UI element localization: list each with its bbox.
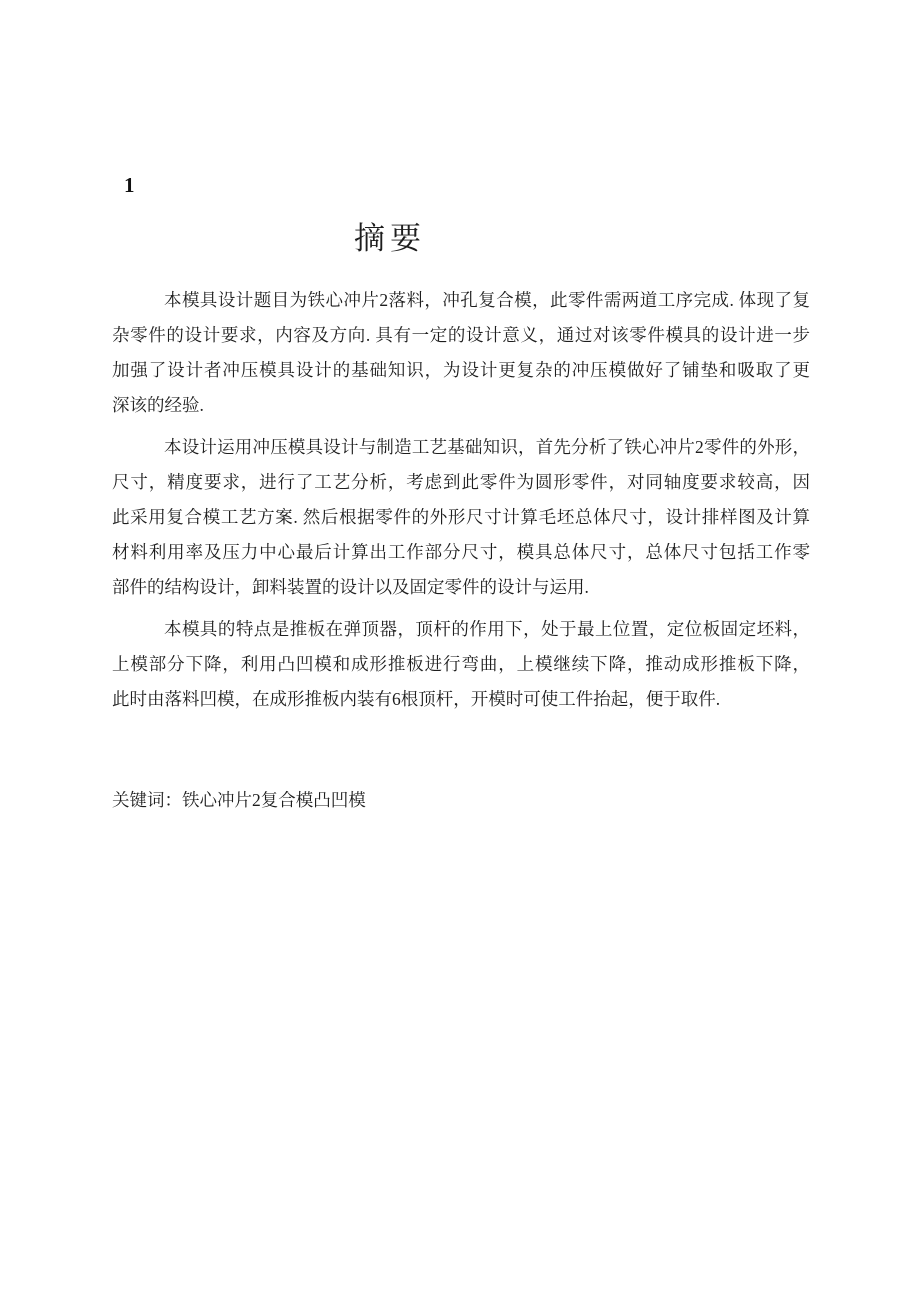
text-line: 尺寸，精度要求，进行了工艺分析，考虑到此零件为圆形零件，对同轴度要求较高，因 bbox=[112, 472, 810, 492]
text-line: 深该的经验. bbox=[112, 395, 204, 415]
text-line: 材料利用率及压力中心最后计算出工作部分尺寸，模具总体尺寸，总体尺寸包括工作零 bbox=[112, 542, 810, 562]
keywords-line: 关键词：铁心冲片2复合模凸凹模 bbox=[112, 790, 366, 810]
text-line: 加强了设计者冲压模具设计的基础知识，为设计更复杂的冲压模做好了铺垫和吸取了更 bbox=[112, 360, 810, 380]
text-line: 此采用复合模工艺方案. 然后根据零件的外形尺寸计算毛坯总体尺寸，设计排样图及计算 bbox=[112, 507, 810, 527]
section-number: 1 bbox=[124, 173, 135, 197]
text-line: 杂零件的设计要求，内容及方向. 具有一定的设计意义，通过对该零件模具的设计进一步 bbox=[112, 325, 810, 345]
abstract-paragraph-2 bbox=[112, 430, 810, 605]
text-line: 本模具的特点是推板在弹顶器，顶杆的作用下，处于最上位置，定位板固定坯料， bbox=[164, 619, 810, 639]
text-line: 本模具设计题目为铁心冲片2落料，冲孔复合模，此零件需两道工序完成. 体现了复 bbox=[164, 290, 810, 310]
abstract-title: 摘要 bbox=[354, 221, 426, 256]
text-line: 部件的结构设计，卸料装置的设计以及固定零件的设计与运用. bbox=[112, 577, 589, 597]
text-line: 此时由落料凹模，在成形推板内装有6根顶杆，开模时可使工件抬起，便于取件. bbox=[112, 689, 721, 709]
text-line: 上模部分下降，利用凸凹模和成形推板进行弯曲，上模继续下降，推动成形推板下降， bbox=[112, 654, 810, 674]
abstract-paragraph-3 bbox=[112, 612, 810, 717]
abstract-paragraph-1 bbox=[112, 283, 810, 423]
text-line: 本设计运用冲压模具设计与制造工艺基础知识，首先分析了铁心冲片2零件的外形， bbox=[164, 437, 810, 457]
